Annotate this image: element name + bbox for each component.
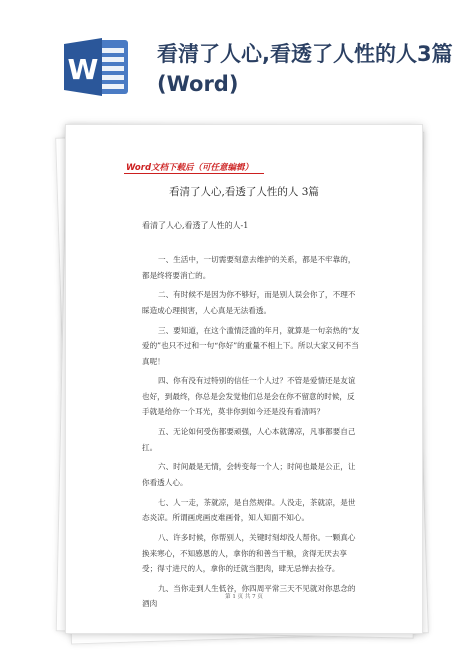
page-footer: 第 1 页 共 7 页 (225, 594, 263, 600)
word-logo-icon (64, 36, 130, 98)
paragraph: 三、要知道，在这个滥情泛滥的年月，就算是一句亲热的“友爱的”也只不过和一句“你好”的重量不相上下。所以大家又何不当真呢！ (142, 325, 360, 366)
paper-sheet-front (65, 124, 423, 634)
paragraph: 一、生活中，一切需要刻意去维护的关系，都是不牢靠的，都是终将要消亡的。 (142, 255, 356, 280)
paragraph: 九、当你走到人生低谷，你四周平常三天不见就对你思念的酒肉 (142, 583, 356, 609)
document-body (142, 252, 360, 616)
document-subtitle: 看清了人心,看透了人性的人-1 (142, 221, 249, 230)
paragraph: 八、许多时候，你帮别人，关键时刻却没人帮你。一颗真心换来寒心，不知感恩的人，拿你的和善当干粮，贪得无厌去享受；得寸进尺的人，拿你的迁就当肥肉，肆无忌惮去捡夺。 (142, 533, 356, 574)
paragraph: 二、有时候不是因为你不够好，而是别人误会你了，不理不睬造成心理损害，人心真是无法看透。 (142, 290, 356, 315)
page-title: 看清了人心,看透了人性的人3篇(Word) (157, 42, 453, 96)
download-badge: Word文档下载后（可任意编辑） (126, 163, 254, 173)
document-preview (55, 118, 431, 638)
paragraph: 七、人一走，茶就凉，是自然规律。人没走，茶就凉，是世态炎凉。所谓画虎画皮难画骨，知人知面不知心。 (142, 497, 356, 523)
logo-letter: W (67, 53, 99, 86)
header (0, 0, 474, 118)
paragraph: 五、无论如何受伤都要顽强，人心本就薄凉，凡事都要自己扛。 (142, 427, 356, 452)
paragraph: 四、你有没有过特别的信任一个人过？不管是爱情还是友谊也好，到最终，你总是会发觉他们总是会在你不留意的时候，反手就是给你一个耳光，莫非你到如今还是没有看清吗？ (142, 376, 356, 417)
document-title: 看清了人心,看透了人性的人 3篇 (169, 186, 319, 198)
badge-underline (124, 173, 264, 174)
paragraph: 六、时间最是无情，会转变每一个人；时间也最是公正，让你看透人心。 (142, 462, 356, 487)
